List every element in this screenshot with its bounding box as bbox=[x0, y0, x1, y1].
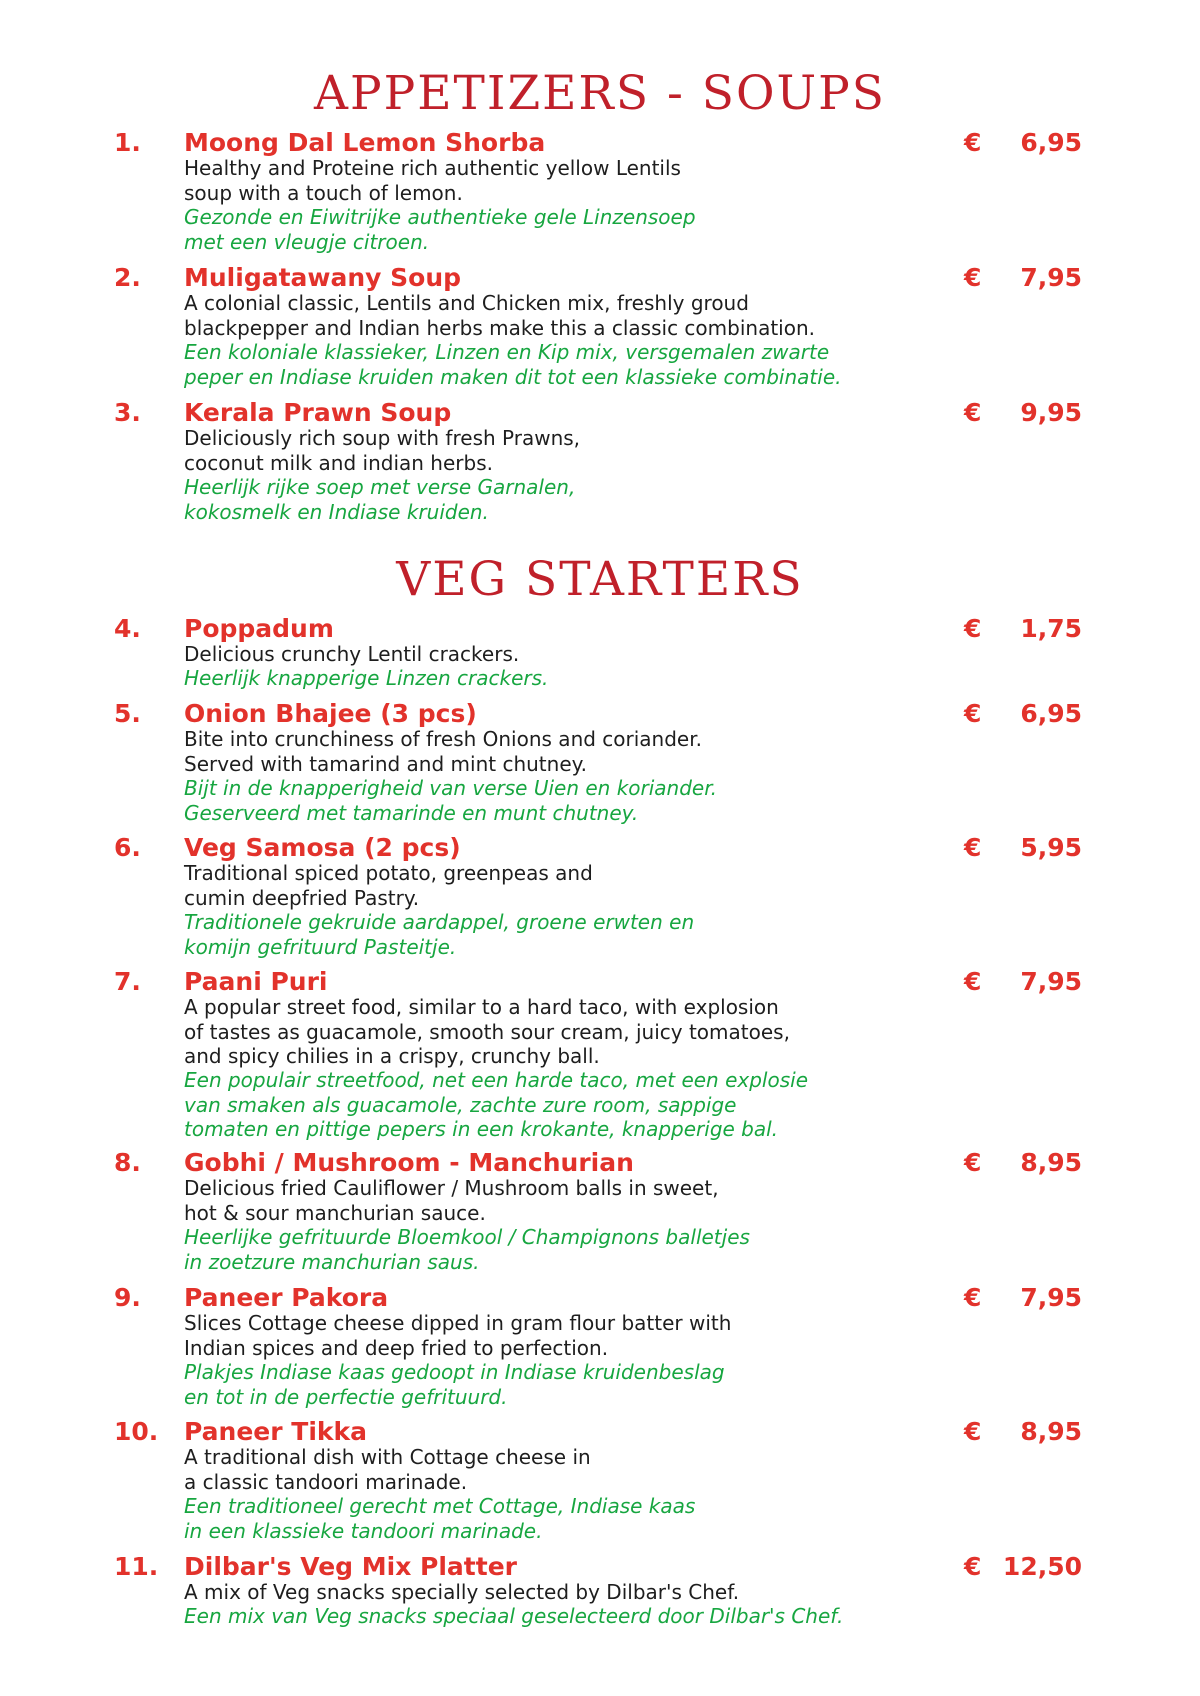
item-description bbox=[184, 642, 519, 667]
item-name: Dilbar's Veg Mix Platter bbox=[184, 1552, 517, 1581]
price-amount: 6,95 bbox=[1020, 128, 1082, 157]
translation-line: in een klassieke tandoori marinade. bbox=[184, 1518, 543, 1543]
description-line: A popular street food, similar to a hard taco, with explosion bbox=[184, 995, 779, 1019]
description-line: of tastes as guacamole, smooth sour cream, juicy tomatoes, bbox=[184, 1019, 790, 1044]
item-number: 5. bbox=[114, 699, 141, 728]
item-name: Onion Bhajee (3 pcs) bbox=[184, 699, 477, 728]
item-number: 1. bbox=[114, 128, 141, 157]
description-line: Bite into crunchiness of fresh Onions and coriander. bbox=[184, 727, 702, 751]
description-line: Indian spices and deep fried to perfection. bbox=[184, 1335, 609, 1360]
currency-symbol: € bbox=[964, 699, 982, 728]
item-translation bbox=[184, 1068, 808, 1142]
description-line: A mix of Veg snacks specially selected by Dilbar's Chef. bbox=[184, 1580, 740, 1604]
description-line: Deliciously rich soup with fresh Prawns, bbox=[184, 426, 581, 450]
currency-symbol: € bbox=[964, 614, 982, 643]
price-amount: 5,95 bbox=[1020, 833, 1082, 862]
item-number: 2. bbox=[114, 263, 141, 292]
currency-symbol: € bbox=[964, 833, 982, 862]
item-number: 6. bbox=[114, 833, 141, 862]
section-title-appetizers-soups: APPETIZERS - SOUPS bbox=[314, 66, 886, 121]
item-translation bbox=[184, 776, 717, 825]
item-description bbox=[184, 1311, 731, 1360]
translation-line: Geserveerd met tamarinde en munt chutney. bbox=[184, 800, 639, 825]
translation-line: Traditionele gekruide aardappel, groene erwten en bbox=[184, 910, 695, 934]
item-translation bbox=[184, 340, 841, 389]
item-name: Gobhi / Mushroom - Manchurian bbox=[184, 1148, 634, 1177]
item-number: 10. bbox=[114, 1417, 159, 1446]
item-number: 11. bbox=[114, 1552, 159, 1581]
translation-line: Heerlijk rijke soep met verse Garnalen, bbox=[184, 475, 576, 499]
item-name: Veg Samosa (2 pcs) bbox=[184, 833, 461, 862]
translation-line: Een populair streetfood, net een harde taco, met een explosie bbox=[184, 1068, 809, 1092]
translation-line: komijn gefrituurd Pasteitje. bbox=[184, 934, 457, 959]
description-line: Traditional spiced potato, greenpeas and bbox=[184, 861, 593, 885]
translation-line: van smaken als guacamole, zachte zure room, sappige bbox=[184, 1092, 737, 1117]
price-amount: 1,75 bbox=[1020, 614, 1082, 643]
item-description bbox=[184, 1580, 739, 1605]
description-line: Served with tamarind and mint chutney. bbox=[184, 751, 587, 776]
item-translation bbox=[184, 475, 575, 524]
currency-symbol: € bbox=[964, 263, 982, 292]
price-amount: 8,95 bbox=[1020, 1148, 1082, 1177]
description-line: blackpepper and Indian herbs make this a classic combination. bbox=[184, 315, 815, 340]
translation-line: en tot in de perfectie gefrituurd. bbox=[184, 1384, 508, 1409]
translation-line: Heerlijk knapperige Linzen crackers. bbox=[184, 666, 549, 690]
item-number: 9. bbox=[114, 1283, 141, 1312]
item-description bbox=[184, 727, 702, 776]
translation-line: Een mix van Veg snacks speciaal geselecteerd door Dilbar's Chef. bbox=[184, 1604, 844, 1628]
item-name: Poppadum bbox=[184, 614, 334, 643]
description-line: Delicious crunchy Lentil crackers. bbox=[184, 642, 520, 666]
translation-line: in zoetzure manchurian saus. bbox=[184, 1249, 480, 1274]
description-line: coconut milk and indian herbs. bbox=[184, 450, 493, 475]
item-translation bbox=[184, 1360, 725, 1409]
item-description bbox=[184, 156, 681, 205]
item-number: 3. bbox=[114, 398, 141, 427]
item-description bbox=[184, 861, 593, 910]
currency-symbol: € bbox=[964, 128, 982, 157]
item-name: Paani Puri bbox=[184, 967, 328, 996]
description-line: Healthy and Proteine rich authentic yellow Lentils bbox=[184, 156, 681, 180]
section-title-veg-starters: VEG STARTERS bbox=[396, 552, 804, 607]
item-translation bbox=[184, 1494, 695, 1543]
item-translation bbox=[184, 1225, 750, 1274]
price-amount: 6,95 bbox=[1020, 699, 1082, 728]
currency-symbol: € bbox=[964, 967, 982, 996]
description-line: A traditional dish with Cottage cheese in bbox=[184, 1445, 591, 1469]
item-translation bbox=[184, 205, 696, 254]
description-line: Delicious fried Cauliflower / Mushroom balls in sweet, bbox=[184, 1176, 719, 1200]
translation-line: tomaten en pittige pepers in een krokante, knapperige bal. bbox=[184, 1117, 779, 1141]
item-number: 7. bbox=[114, 967, 141, 996]
currency-symbol: € bbox=[964, 1417, 982, 1446]
currency-symbol: € bbox=[964, 1552, 982, 1581]
price-amount: 12,50 bbox=[1002, 1552, 1082, 1581]
item-name: Paneer Pakora bbox=[184, 1283, 389, 1312]
price-amount: 8,95 bbox=[1020, 1417, 1082, 1446]
item-name: Paneer Tikka bbox=[184, 1417, 368, 1446]
item-name: Muligatawany Soup bbox=[184, 263, 462, 292]
item-description bbox=[184, 1445, 591, 1494]
description-line: a classic tandoori marinade. bbox=[184, 1469, 468, 1494]
description-line: and spicy chilies in a crispy, crunchy ball. bbox=[184, 1044, 600, 1068]
item-number: 4. bbox=[114, 614, 141, 643]
price-amount: 7,95 bbox=[1020, 1283, 1082, 1312]
translation-line: Gezonde en Eiwitrijke authentieke gele Linzensoep bbox=[184, 205, 696, 229]
item-description bbox=[184, 995, 790, 1069]
item-translation bbox=[184, 910, 694, 959]
translation-line: peper en Indiase kruiden maken dit tot een klassieke combinatie. bbox=[184, 364, 842, 389]
price-amount: 7,95 bbox=[1020, 263, 1082, 292]
item-description bbox=[184, 426, 580, 475]
price-amount: 7,95 bbox=[1020, 967, 1082, 996]
item-description bbox=[184, 1176, 719, 1225]
item-name: Kerala Prawn Soup bbox=[184, 398, 452, 427]
price-amount: 9,95 bbox=[1020, 398, 1082, 427]
item-translation bbox=[184, 1604, 843, 1629]
translation-line: kokosmelk en Indiase kruiden. bbox=[184, 499, 489, 524]
description-line: hot & sour manchurian sauce. bbox=[184, 1200, 486, 1225]
translation-line: Heerlijke gefrituurde Bloemkool / Champignons balletjes bbox=[184, 1225, 750, 1249]
translation-line: Een traditioneel gerecht met Cottage, Indiase kaas bbox=[184, 1494, 696, 1518]
item-description bbox=[184, 291, 815, 340]
item-translation bbox=[184, 666, 548, 691]
description-line: cumin deepfried Pastry. bbox=[184, 885, 420, 910]
translation-line: Plakjes Indiase kaas gedoopt in Indiase kruidenbeslag bbox=[184, 1360, 725, 1384]
currency-symbol: € bbox=[964, 1283, 982, 1312]
translation-line: met een vleugje citroen. bbox=[184, 229, 430, 254]
translation-line: Bijt in de knapperigheid van verse Uien en koriander. bbox=[184, 776, 717, 800]
description-line: Slices Cottage cheese dipped in gram flour batter with bbox=[184, 1311, 732, 1335]
description-line: soup with a touch of lemon. bbox=[184, 180, 463, 205]
item-name: Moong Dal Lemon Shorba bbox=[184, 128, 546, 157]
item-number: 8. bbox=[114, 1148, 141, 1177]
description-line: A colonial classic, Lentils and Chicken mix, freshly groud bbox=[184, 291, 749, 315]
currency-symbol: € bbox=[964, 1148, 982, 1177]
currency-symbol: € bbox=[964, 398, 982, 427]
translation-line: Een koloniale klassieker, Linzen en Kip mix, versgemalen zwarte bbox=[184, 340, 830, 364]
